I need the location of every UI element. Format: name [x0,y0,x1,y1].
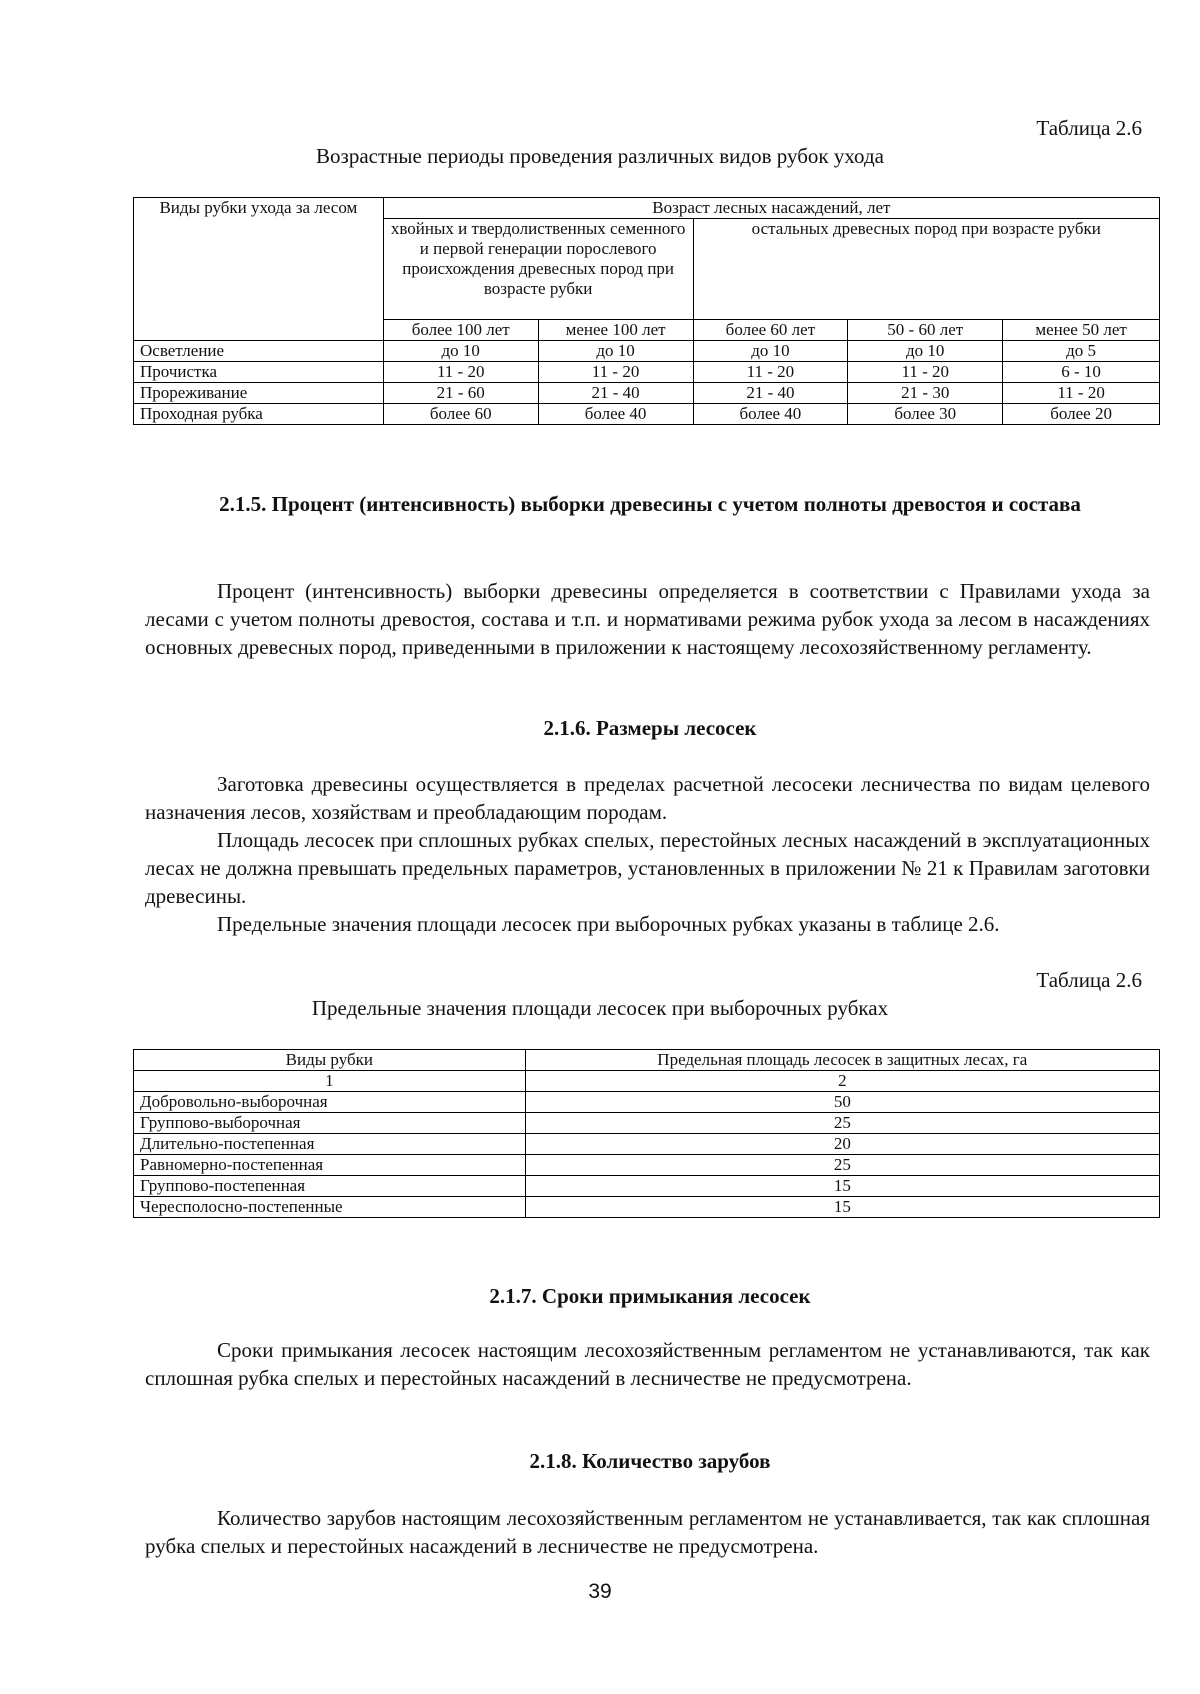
row-label: Чересполосно-постепенные [134,1197,526,1218]
header-col2: Предельная площадь лесосек в защитных лесах, га [525,1050,1159,1071]
table-cell: 21 - 30 [848,383,1003,404]
row-label: Прочистка [134,362,384,383]
age-periods-table [133,197,1160,425]
table-cell: более 60 [383,404,538,425]
table-cell: более 40 [693,404,848,425]
table-row [134,404,1160,425]
table-cell: до 10 [693,341,848,362]
row-label: Добровольно-выборочная [134,1092,526,1113]
header-other-group: остальных древесных пород при возрасте рубки [693,219,1160,320]
table-cell: 11 - 20 [1003,383,1160,404]
table-cell: 15 [525,1197,1159,1218]
header-col1: Виды рубки [134,1050,526,1071]
table-row [134,1113,1160,1134]
header-sub: более 60 лет [693,320,848,341]
section-heading-2-1-8: 2.1.8. Количество зарубов [529,1449,771,1473]
table-cell: до 10 [848,341,1003,362]
table1-number: Таблица 2.6 [1036,116,1142,140]
section-2-1-5-text [145,577,1150,661]
table-cell: 21 - 40 [693,383,848,404]
header-sub: менее 100 лет [538,320,693,341]
paragraph: Сроки примыкания лесосек настоящим лесохозяйственным регламентом не устанавливаются, так как сплошная рубка спелых и перестойных насаждений в лесничестве не предусмотрена. [145,1338,1150,1390]
cutting-area-limits-table [133,1049,1160,1218]
table-cell: до 5 [1003,341,1160,362]
header-num1: 1 [134,1071,526,1092]
header-sub: менее 50 лет [1003,320,1160,341]
section-heading-2-1-7: 2.1.7. Сроки примыкания лесосек [489,1284,811,1308]
row-label: Прореживание [134,383,384,404]
table-cell: 25 [525,1113,1159,1134]
table-row [134,341,1160,362]
table1-title: Возрастные периоды проведения различных видов рубок ухода [316,144,884,168]
table-cell: 11 - 20 [383,362,538,383]
row-label: Длительно-постепенная [134,1134,526,1155]
section-heading-2-1-5: 2.1.5. Процент (интенсивность) выборки древесины с учетом полноты древостоя и состава [219,492,1081,516]
table-cell: 15 [525,1176,1159,1197]
table-cell: 50 [525,1092,1159,1113]
table-cell: 21 - 60 [383,383,538,404]
row-label: Осветление [134,341,384,362]
table-row [134,1092,1160,1113]
table-row [134,1155,1160,1176]
table-row [134,383,1160,404]
paragraph: Количество зарубов настоящим лесохозяйственным регламентом не устанавливается, так как сплошная рубка спелых и перестойных насаждений в лесничестве не предусмотрена. [145,1506,1150,1558]
table-row [134,1176,1160,1197]
section-2-1-7-text [145,1336,1150,1392]
table-row [134,362,1160,383]
table-cell: 21 - 40 [538,383,693,404]
header-sub: более 100 лет [383,320,538,341]
table-header-row [134,1071,1160,1092]
header-sub: 50 - 60 лет [848,320,1003,341]
table-cell: более 30 [848,404,1003,425]
table2-number: Таблица 2.6 [1036,968,1142,992]
table-cell: 6 - 10 [1003,362,1160,383]
table-cell: более 40 [538,404,693,425]
table-cell: более 20 [1003,404,1160,425]
table2-title: Предельные значения площади лесосек при выборочных рубках [311,996,889,1020]
table-cell: до 10 [538,341,693,362]
paragraph: Процент (интенсивность) выборки древесины определяется в соответствии с Правилами ухода за лесами с учетом полноты древостоя, состава и т.п. и нормативами режима рубок ухода за лесом в насаждениях основных древесных пород, приведенными в приложении к настоящему лесохозяйственному регламенту. [145,579,1150,659]
paragraph: Площадь лесосек при сплошных рубках спелых, перестойных лесных насаждений в эксплуатационных лесах не должна превышать предельных параметров, установленных в приложении № 21 к Правилам заготовки древесины. [145,828,1150,908]
row-label: Равномерно-постепенная [134,1155,526,1176]
section-2-1-6-text [145,770,1150,938]
table-row [134,1134,1160,1155]
header-type: Виды рубки ухода за лесом [134,198,384,341]
table-row [134,1197,1160,1218]
row-label: Группово-выборочная [134,1113,526,1134]
table-cell: 20 [525,1134,1159,1155]
row-label: Группово-постепенная [134,1176,526,1197]
table-header-row [134,1050,1160,1071]
table-cell: 11 - 20 [538,362,693,383]
table-cell: 11 - 20 [693,362,848,383]
paragraph: Заготовка древесины осуществляется в пределах расчетной лесосеки лесничества по видам целевого назначения лесов, хозяйствам и преобладающим породам. [145,772,1150,824]
header-age-group: Возраст лесных насаждений, лет [383,198,1159,219]
table-header-row [134,198,1160,219]
section-heading-2-1-6: 2.1.6. Размеры лесосек [543,716,757,740]
paragraph: Предельные значения площади лесосек при выборочных рубках указаны в таблице 2.6. [217,912,1000,936]
table-cell: до 10 [383,341,538,362]
page-number: 39 [588,1580,612,1603]
header-conifer-group: хвойных и твердолиственных семенного и первой генерации порослевого происхождения древесных пород при возрасте рубки [383,219,693,320]
header-num2: 2 [525,1071,1159,1092]
section-2-1-8-text [145,1504,1150,1560]
row-label: Проходная рубка [134,404,384,425]
table-cell: 25 [525,1155,1159,1176]
table-cell: 11 - 20 [848,362,1003,383]
